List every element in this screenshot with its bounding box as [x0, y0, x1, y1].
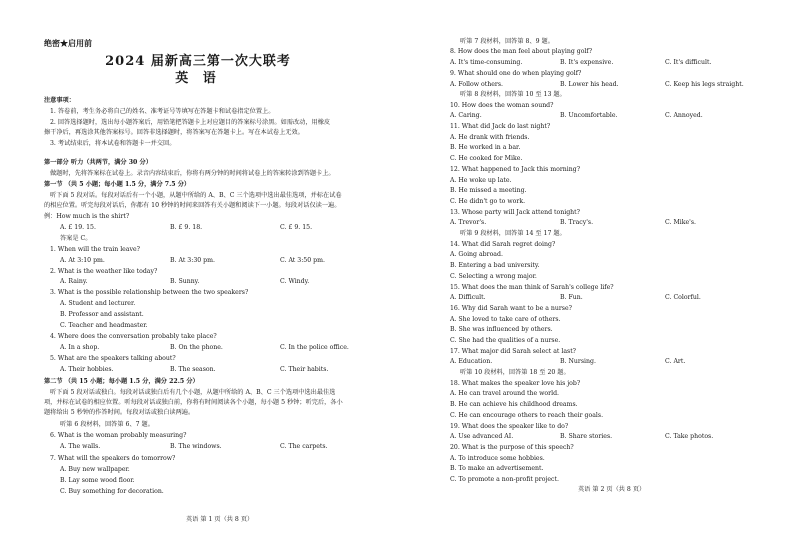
question-text: 18. What makes the speaker love his job? [450, 380, 581, 387]
option-c: C. He cooked for Mike. [450, 155, 523, 162]
question-text: 5. What are the speakers talking about? [50, 355, 176, 362]
section2-intro: 项，并标在试卷的相应位置。听每段对话或独白前，你将有时间阅读各个小题，每小题 5 秒钟；听完后，各小 [44, 399, 343, 406]
option-b: B. The season. [170, 366, 216, 373]
option-b: B. She was influenced by others. [450, 326, 553, 333]
option-c: C. To promote a non-profit project. [450, 476, 559, 483]
option-a: A. In a shop. [60, 344, 100, 351]
example-option-b: B. £ 9. 18. [170, 224, 203, 231]
option-a: A. To introduce some hobbies. [450, 455, 545, 462]
subject-title: 英 语 [175, 71, 221, 86]
option-c: C. Annoyed. [665, 112, 703, 119]
question-text: 19. What does the speaker like to do? [450, 423, 569, 430]
option-b: B. He worked in a bar. [450, 144, 521, 151]
exam-title: 2024 届新高三第一次大联考 [105, 54, 291, 69]
page-footer: 英语 第 1 页（共 8 页） [186, 516, 254, 523]
page-footer: 英语 第 2 页（共 8 页） [578, 486, 646, 493]
option-b: B. Lower his head. [560, 81, 619, 88]
question-text: 13. Whose party will Jack attend tonight? [450, 209, 580, 216]
example-answer: 答案是 C。 [60, 235, 92, 242]
question-text: 7. What will the speakers do tomorrow? [50, 455, 176, 462]
option-b: B. To make an advertisement. [450, 465, 544, 472]
confidential-label: 绝密★启用前 [44, 38, 92, 48]
question-text: 16. Why did Sarah want to be a nurse? [450, 305, 572, 312]
option-b: B. Uncomfortable. [560, 112, 618, 119]
option-c: C. It's difficult. [665, 59, 712, 66]
question-text: 2. What is the weather like today? [50, 268, 158, 275]
option-a: A. He drank with friends. [450, 134, 530, 141]
option-b: B. Entering a bad university. [450, 262, 540, 269]
part1-heading: 第一部分 听力（共两节，满分 30 分） [44, 159, 152, 166]
option-b: B. Lay some wood floor. [60, 477, 135, 484]
option-c: C. Art. [665, 358, 686, 365]
section1-intro: 的相应位置。听完每段对话后，你都有 10 秒钟的时间来回答有关小题和阅读下一小题。每段对话仅读一遍。 [44, 202, 341, 209]
question-text: 15. What does the man think of Sarah's college life? [450, 284, 614, 291]
option-b: B. Sunny. [170, 278, 200, 285]
option-a: A. Rainy. [60, 278, 88, 285]
option-c: C. Keep his legs straight. [665, 81, 744, 88]
option-b: B. He can achieve his childhood dreams. [450, 401, 578, 408]
section1-heading: 第一节 （共 5 小题；每小题 1.5 分，满分 7.5 分） [44, 181, 191, 188]
question-text: 8. How does the man feel about playing golf? [450, 48, 593, 55]
option-b: B. On the phone. [170, 344, 223, 351]
option-b: B. Share stories. [560, 433, 613, 440]
option-b: B. It's expensive. [560, 59, 614, 66]
listening-instruction: 听第 6 段材料，回答第 6、7 题。 [60, 421, 154, 428]
option-c: C. Windy. [280, 278, 310, 285]
option-c: C. He didn't go to work. [450, 198, 526, 205]
option-c: C. She had the qualities of a nurse. [450, 337, 561, 344]
listening-instruction: 听第 10 段材料，回答第 18 至 20 题。 [460, 369, 570, 376]
option-c: C. In the police office. [280, 344, 349, 351]
option-a: A. Education. [450, 358, 493, 365]
question-text: 9. What should one do when playing golf? [450, 70, 582, 77]
option-a: A. At 3:10 pm. [60, 257, 105, 264]
option-a: A. Their hobbies. [60, 366, 114, 373]
question-text: 6. What is the woman probably measuring? [50, 432, 187, 439]
part1-intro: 做题时，先将答案标在试卷上。录音内容结束后，你将有两分钟的时间将试卷上的答案转涂到答题卡上。 [50, 170, 335, 177]
option-a: A. The walls. [60, 443, 101, 450]
note-line: 3. 考试结束后，将本试卷和答题卡一并交回。 [50, 140, 176, 147]
question-text: 1. When will the train leave? [50, 246, 140, 253]
option-b: B. He missed a meeting. [450, 187, 527, 194]
question-text: 11. What did Jack do last night? [450, 123, 551, 130]
option-a: A. Difficult. [450, 294, 486, 301]
section2-intro: 听下面 5 段对话或独白。每段对话或独白后有几个小题，从题中所给的 A、B、C 三个选项中选出最佳选 [50, 389, 336, 396]
section2-intro: 题将给出 5 秒钟的作答时间。每段对话或独白读两遍。 [44, 409, 195, 416]
question-text: 12. What happened to Jack this morning? [450, 166, 581, 173]
note-line: 擦干净后，再选涂其他答案标号。回答非选择题时，将答案写在答题卡上。写在本试卷上无效。 [44, 129, 304, 136]
option-c: C. Their habits. [280, 366, 329, 373]
option-a: A. Follow others. [450, 81, 503, 88]
note-line: 2. 回答选择题时，选出每小题答案后，用铅笔把答题卡上对应题目的答案标号涂黑。如需改动，用橡皮 [50, 119, 331, 126]
option-a: A. Use advanced AI. [450, 433, 514, 440]
option-b: B. At 3:30 pm. [170, 257, 215, 264]
option-c: C. He can encourage others to reach their goals. [450, 412, 604, 419]
option-c: C. Colorful. [665, 294, 701, 301]
example-option-a: A. £ 19. 15. [60, 224, 96, 231]
listening-instruction: 听第 8 段材料，回答第 10 至 13 题。 [460, 91, 566, 98]
option-a: A. Going abroad. [450, 251, 503, 258]
example-option-c: C. £ 9. 15. [280, 224, 313, 231]
option-a: A. Caring. [450, 112, 482, 119]
question-text: 17. What major did Sarah select at last? [450, 348, 576, 355]
option-a: A. She loved to take care of others. [450, 316, 561, 323]
option-a: A. He can travel around the world. [450, 390, 560, 397]
listening-instruction: 听第 7 段材料，回答第 8、9 题。 [460, 38, 554, 45]
note-line: 1. 答卷前，考生务必将自己的姓名、准考证号等填写在答题卡和试卷指定位置上。 [50, 108, 275, 115]
option-b: B. The windows. [170, 443, 222, 450]
question-text: 20. What is the purpose of this speech? [450, 444, 574, 451]
option-c: C. Teacher and headmaster. [60, 322, 148, 329]
question-text: 14. What did Sarah regret doing? [450, 241, 556, 248]
option-a: A. Student and lecturer. [60, 300, 136, 307]
option-a: A. It's time-consuming. [450, 59, 523, 66]
option-b: B. Tracy's. [560, 219, 594, 226]
option-c: C. At 3:50 pm. [280, 257, 325, 264]
option-c: C. Selecting a wrong major. [450, 273, 537, 280]
section1-intro: 听下面 5 段对话。每段对话后有一个小题，从题中所给的 A、B、C 三个选项中选出最佳选项，并标在试卷 [50, 192, 342, 199]
option-a: A. He woke up late. [450, 177, 512, 184]
notes-heading: 注意事项： [44, 97, 75, 104]
option-b: B. Nursing. [560, 358, 596, 365]
question-text: 4. Where does the conversation probably take place? [50, 333, 217, 340]
option-c: C. Buy something for decoration. [60, 488, 164, 495]
option-c: C. Mike's. [665, 219, 697, 226]
example-question: 例：How much is the shirt? [44, 213, 130, 220]
section2-heading: 第二节 （共 15 小题；每小题 1.5 分，满分 22.5 分） [44, 378, 199, 385]
option-c: C. The carpets. [280, 443, 328, 450]
option-b: B. Fun. [560, 294, 583, 301]
option-b: B. Professor and assistant. [60, 311, 144, 318]
option-a: A. Trevor's. [450, 219, 487, 226]
listening-instruction: 听第 9 段材料，回答第 14 至 17 题。 [460, 230, 566, 237]
question-text: 3. What is the possible relationship between the two speakers? [50, 289, 249, 296]
option-c: C. Take photos. [665, 433, 714, 440]
option-a: A. Buy new wallpaper. [60, 466, 130, 473]
exam-page-1 [0, 0, 380, 550]
exam-page-2 [410, 0, 790, 550]
question-text: 10. How does the woman sound? [450, 102, 554, 109]
